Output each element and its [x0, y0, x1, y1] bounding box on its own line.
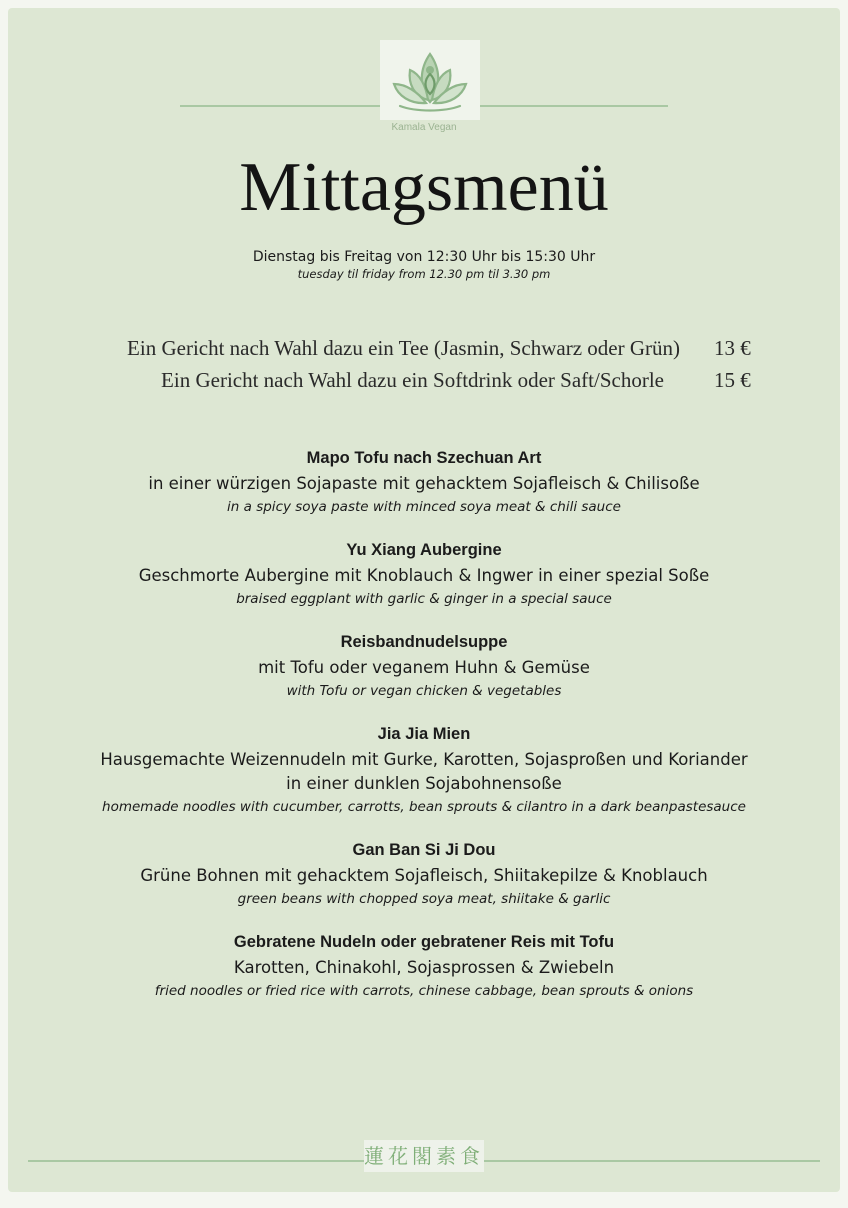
dish-description-de: Grüne Bohnen mit gehacktem Sojafleisch, Shiitakepilze & Knoblauch — [140, 866, 708, 885]
dish-item — [8, 540, 840, 610]
offer-price: 15 € — [714, 368, 751, 392]
dish-description-de: Karotten, Chinakohl, Sojasprossen & Zwiebeln — [233, 958, 615, 977]
dish-description-de: mit Tofu oder veganem Huhn & Gemüse — [258, 658, 590, 677]
dish-description-en: fried noodles or fried rice with carrots, chinese cabbage, bean sprouts & onions — [154, 983, 694, 999]
dish-name: Gan Ban Si Ji Dou — [352, 841, 496, 859]
footer-divider-right — [484, 1160, 820, 1162]
dish-name: Gebratene Nudeln oder gebratener Reis mit Tofu — [233, 933, 615, 951]
menu-page — [8, 8, 840, 1192]
dish-item — [8, 932, 840, 1002]
dish-list — [8, 448, 840, 1024]
offer-price: 13 € — [714, 336, 751, 360]
dish-name: Jia Jia Mien — [377, 725, 471, 743]
dish-description-en: homemade noodles with cucumber, carrotts, bean sprouts & cilantro in a dark beanpastesauce — [102, 799, 746, 815]
dish-item — [8, 448, 840, 518]
opening-hours-de: Dienstag bis Freitag von 12:30 Uhr bis 15:30 Uhr — [252, 249, 596, 265]
header-divider-left — [180, 105, 380, 107]
dish-item — [8, 840, 840, 910]
dish-item — [8, 724, 840, 818]
dish-name: Reisbandnudelsuppe — [340, 633, 508, 651]
brand-caption: Kamala Vegan — [391, 122, 457, 133]
dish-name: Mapo Tofu nach Szechuan Art — [306, 449, 542, 467]
dish-name: Yu Xiang Aubergine — [346, 541, 502, 559]
dish-item — [8, 632, 840, 702]
dish-description-en: with Tofu or vegan chicken & vegetables — [286, 683, 562, 699]
footer-divider-left — [28, 1160, 364, 1162]
dish-description-de: in einer würzigen Sojapaste mit gehacktem Sojafleisch & Chilisoße — [148, 474, 700, 493]
dish-description-en: green beans with chopped soya meat, shiitake & garlic — [237, 891, 611, 907]
restaurant-seal: 蓮花閣素食 — [364, 1140, 484, 1172]
dish-description-en: in a spicy soya paste with minced soya meat & chili sauce — [227, 499, 621, 515]
dish-description-en: braised eggplant with garlic & ginger in a special sauce — [236, 591, 612, 607]
opening-hours-en: tuesday til friday from 12.30 pm til 3.30 pm — [297, 267, 551, 281]
dish-description-de-line2: in einer dunklen Sojabohnensoße — [286, 774, 562, 793]
dish-description-de: Hausgemachte Weizennudeln mit Gurke, Karotten, Sojasproßen und Koriander — [100, 750, 748, 769]
offer-text: Ein Gericht nach Wahl dazu ein Tee (Jasmin, Schwarz oder Grün) — [127, 336, 680, 360]
offer-text: Ein Gericht nach Wahl dazu ein Softdrink oder Saft/Schorle — [161, 368, 664, 392]
lotus-logo — [380, 40, 480, 120]
header-divider-right — [480, 105, 668, 107]
lotus-icon — [380, 40, 480, 120]
page-title: Mittagsmenü — [239, 149, 609, 226]
dish-description-de: Geschmorte Aubergine mit Knoblauch & Ingwer in einer spezial Soße — [138, 566, 710, 585]
